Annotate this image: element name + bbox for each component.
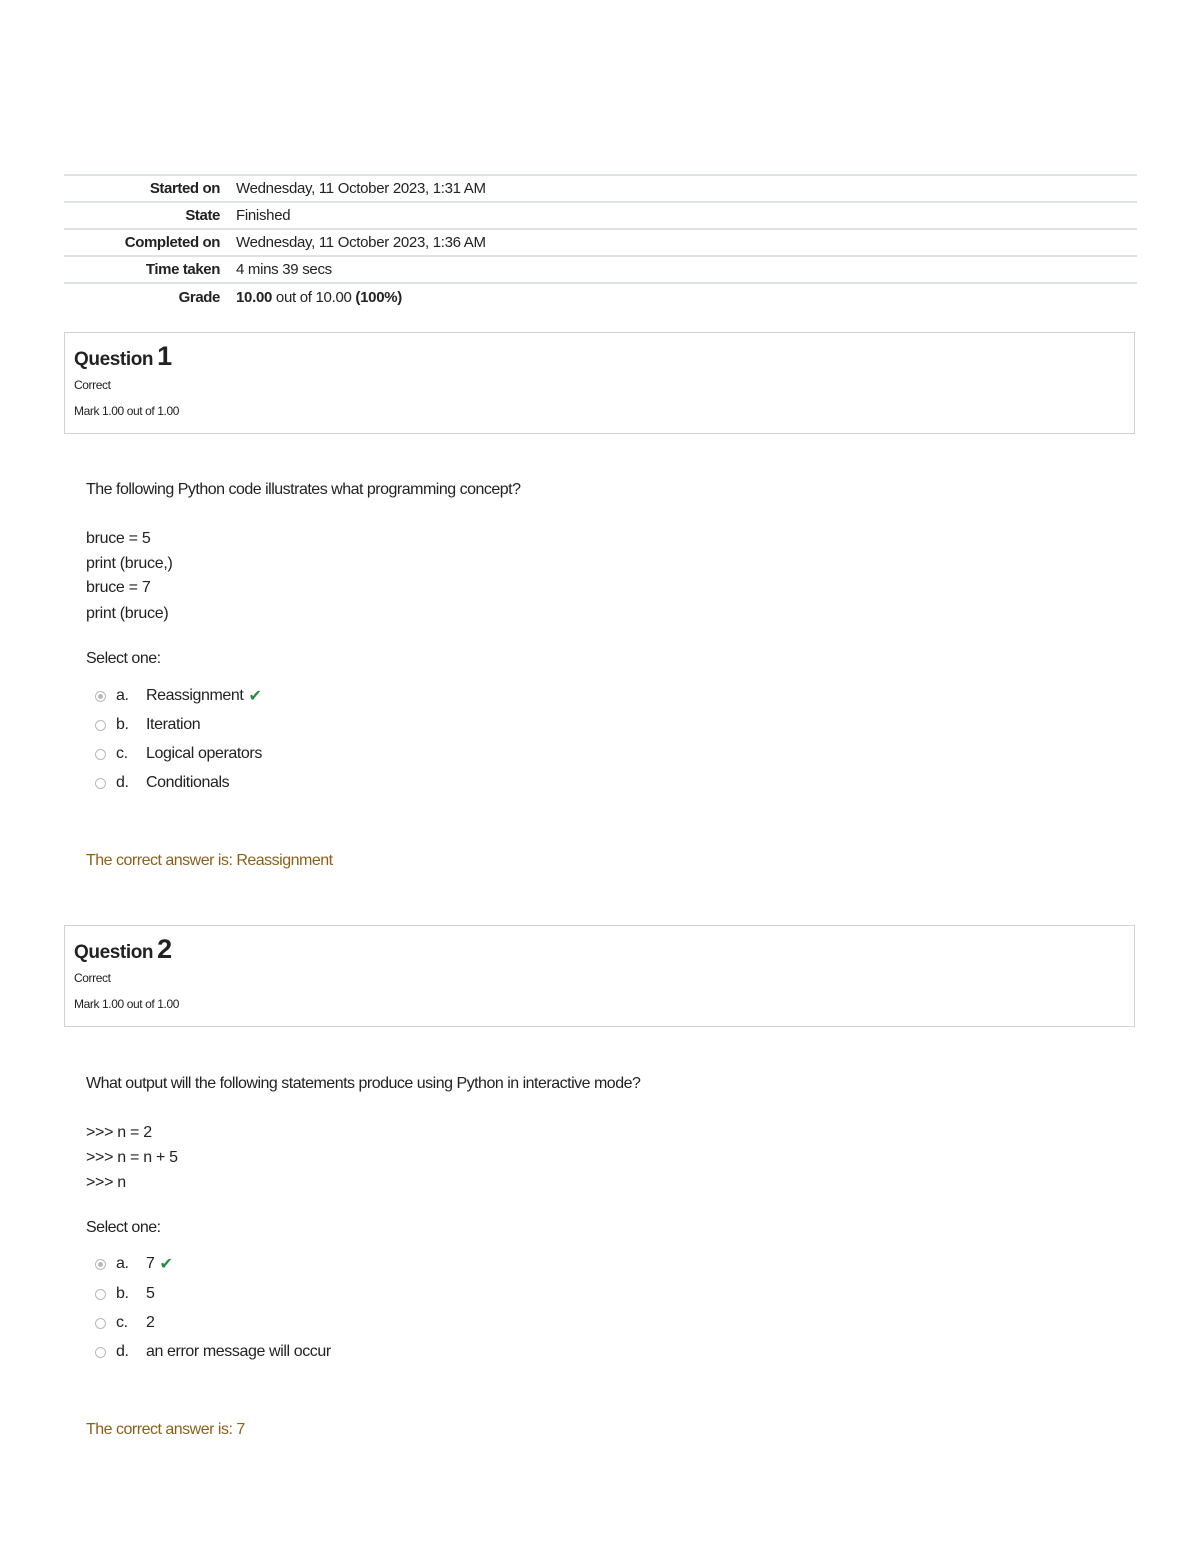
- code-line: bruce = 7: [86, 579, 151, 596]
- summary-label: Grade: [178, 288, 220, 306]
- code-line: >>> n: [86, 1174, 126, 1191]
- option-letter: c.: [116, 1314, 128, 1331]
- answer-option-a[interactable]: [95, 1254, 173, 1274]
- radio-icon[interactable]: [95, 691, 106, 702]
- question-label: Question: [74, 942, 154, 963]
- option-letter: a.: [116, 1255, 129, 1272]
- question-title: [74, 341, 1125, 372]
- option-letter: a.: [116, 687, 129, 704]
- option-letter: d.: [116, 774, 129, 791]
- question-title: [74, 934, 1125, 965]
- question-label: Question: [74, 349, 154, 370]
- summary-label: Started on: [149, 180, 220, 197]
- option-label: 7: [146, 1255, 155, 1272]
- radio-icon[interactable]: [95, 749, 106, 760]
- summary-row-state: [64, 202, 1137, 229]
- answer-option-b[interactable]: [95, 715, 200, 735]
- option-label: Reassignment: [146, 687, 244, 704]
- question-state: Correct: [74, 971, 111, 985]
- option-label: 5: [146, 1285, 155, 1302]
- summary-label: Time taken: [145, 261, 220, 278]
- select-one-prompt: Select one:: [86, 1219, 161, 1236]
- checkmark-icon: ✔: [248, 688, 262, 705]
- summary-value: [236, 283, 1137, 310]
- summary-row-grade: [64, 283, 1137, 310]
- correct-answer-feedback: The correct answer is: Reassignment: [86, 852, 333, 869]
- answer-option-a[interactable]: [95, 686, 262, 706]
- question-mark: Mark 1.00 out of 1.00: [74, 404, 180, 418]
- summary-value: Finished: [236, 207, 291, 224]
- code-line: print (bruce): [86, 605, 169, 622]
- answer-option-d[interactable]: [95, 1342, 331, 1362]
- grade-text: out of 10.00: [272, 288, 356, 306]
- question-number: 1: [157, 341, 172, 371]
- question-text: What output will the following statements produce using Python in interactive mode?: [86, 1075, 641, 1092]
- summary-value: 4 mins 39 secs: [236, 261, 332, 278]
- radio-icon[interactable]: [95, 1318, 106, 1329]
- radio-icon[interactable]: [95, 1347, 106, 1358]
- summary-value: Wednesday, 11 October 2023, 1:31 AM: [236, 180, 486, 197]
- grade-score: 10.00: [236, 288, 273, 306]
- select-one-prompt: Select one:: [86, 650, 161, 667]
- quiz-summary-table: [64, 174, 1137, 310]
- answer-option-b[interactable]: [95, 1284, 155, 1304]
- radio-icon[interactable]: [95, 778, 106, 789]
- option-label: Conditionals: [146, 774, 230, 791]
- summary-label: Completed on: [124, 234, 220, 251]
- code-line: bruce = 5: [86, 530, 151, 547]
- checkmark-icon: ✔: [159, 1256, 173, 1273]
- answer-option-d[interactable]: [95, 773, 229, 793]
- answer-option-c[interactable]: [95, 1313, 155, 1333]
- question-info-2: [64, 925, 1135, 1027]
- option-label: 2: [146, 1314, 155, 1331]
- summary-row-started: [64, 175, 1137, 202]
- summary-row-time: [64, 256, 1137, 283]
- option-label: an error message will occur: [146, 1343, 331, 1360]
- code-line: >>> n = 2: [86, 1124, 152, 1141]
- option-letter: d.: [116, 1343, 129, 1360]
- option-label: Iteration: [146, 716, 201, 733]
- question-number: 2: [157, 934, 172, 964]
- question-mark: Mark 1.00 out of 1.00: [74, 997, 180, 1011]
- grade-percent: (100%): [355, 288, 402, 306]
- radio-icon[interactable]: [95, 1289, 106, 1300]
- summary-value: Wednesday, 11 October 2023, 1:36 AM: [236, 234, 486, 251]
- option-letter: c.: [116, 745, 128, 762]
- option-letter: b.: [116, 716, 129, 733]
- radio-icon[interactable]: [95, 1259, 106, 1270]
- answer-option-c[interactable]: [95, 744, 262, 764]
- option-label: Logical operators: [146, 745, 262, 762]
- correct-answer-feedback: The correct answer is: 7: [86, 1421, 245, 1438]
- question-text: The following Python code illustrates what programming concept?: [86, 481, 521, 498]
- question-info-1: [64, 332, 1135, 434]
- summary-label: State: [185, 207, 220, 224]
- code-line: >>> n = n + 5: [86, 1149, 178, 1166]
- radio-icon[interactable]: [95, 720, 106, 731]
- question-state: Correct: [74, 378, 111, 392]
- code-line: print (bruce,): [86, 555, 173, 572]
- option-letter: b.: [116, 1285, 129, 1302]
- summary-row-completed: [64, 229, 1137, 256]
